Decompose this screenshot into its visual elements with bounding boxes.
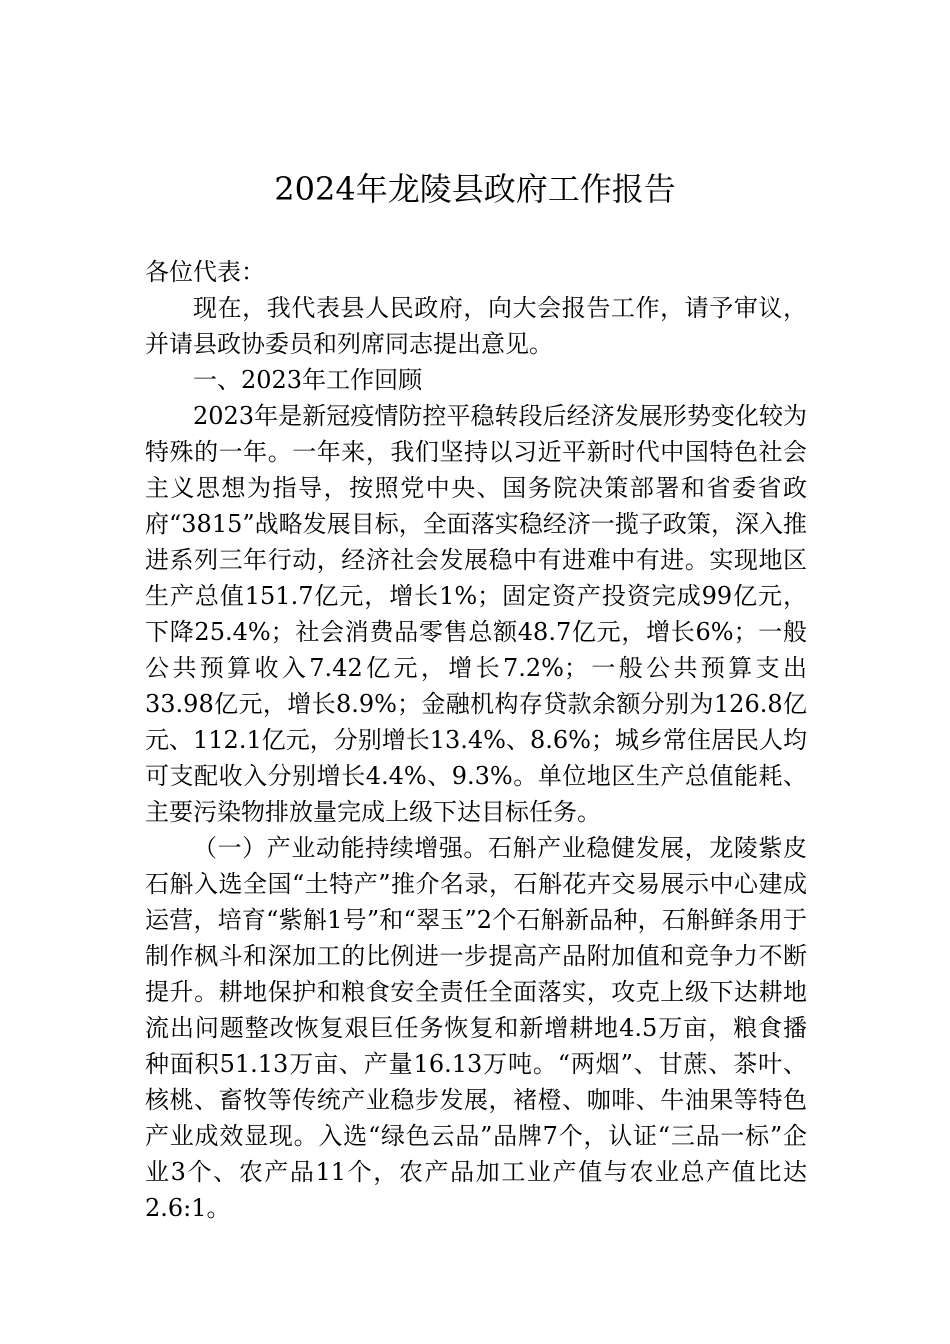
document-body: [145, 254, 807, 1226]
opening-paragraph: 现在，我代表县人民政府，向大会报告工作，请予审议，并请县政协委员和列席同志提出意见。: [145, 294, 807, 358]
section-heading: 一、2023年工作回顾: [193, 366, 423, 394]
salutation: 各位代表：: [145, 258, 265, 286]
review-paragraph: 2023年是新冠疫情防控平稳转段后经济发展形势变化较为特殊的一年。一年来，我们坚持以习近平新时代中国特色社会主义思想为指导，按照党中央、国务院决策部署和省委省政府“3815”战略发展目标，全面落实稳经济一揽子政策，深入推进系列三年行动，经济社会发展稳中有进难中有进。实现地区生产总值151.7亿元，增长1%；固定资产投资完成99亿元，下降25.4%；社会消费品零售总额48.7亿元，增长6%；一般公共预算收入7.42亿元，增长7.2%；一般公共预算支出33.98亿元，增长8.9%；金融机构存贷款余额分别为126.8亿元、112.1亿元，分别增长13.4%、8.6%；城乡常住居民人均可支配收入分别增长4.4%、9.3%。单位地区生产总值能耗、主要污染物排放量完成上级下达目标任务。: [145, 402, 807, 826]
industry-paragraph: （一）产业动能持续增强。石斛产业稳健发展，龙陵紫皮石斛入选全国“土特产”推介名录，石斛花卉交易展示中心建成运营，培育“紫斛1号”和“翠玉”2个石斛新品种，石斛鲜条用于制作枫斗和深加工的比例进一步提高产品附加值和竞争力不断提升。耕地保护和粮食安全责任全面落实，攻克上级下达耕地流出问题整改恢复艰巨任务恢复和新增耕地4.5万亩，粮食播种面积51.13万亩、产量16.13万吨。“两烟”、甘蔗、茶叶、核桃、畜牧等传统产业稳步发展，褚橙、咖啡、牛油果等特色产业成效显现。入选“绿色云品”品牌7个，认证“三品一标”企业3个、农产品11个，农产品加工业产值与农业总产值比达2.6:1。: [145, 834, 807, 1222]
document-title: 2024年龙陵县政府工作报告: [274, 170, 676, 208]
